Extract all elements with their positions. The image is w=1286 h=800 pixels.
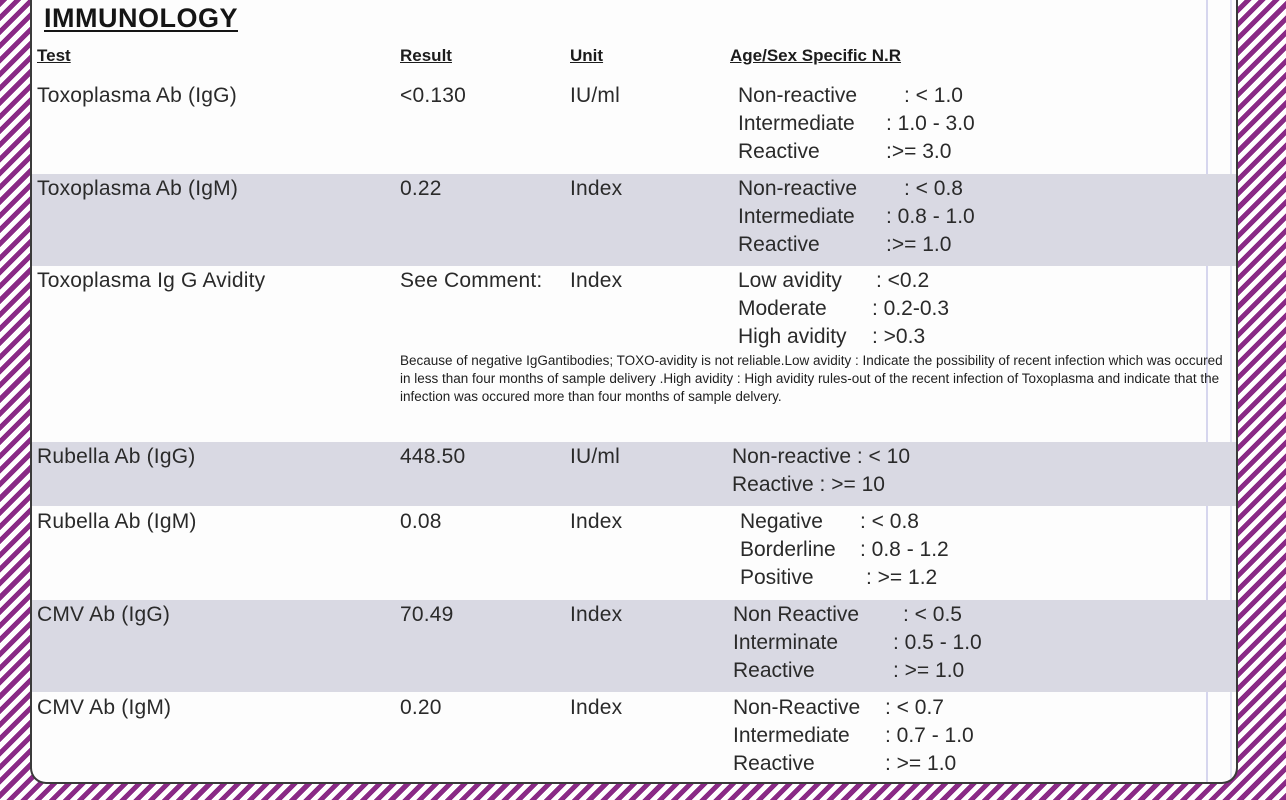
range-value: : >= 1.0 (893, 659, 965, 682)
test-name: CMV Ab (IgM) (37, 696, 172, 719)
range-label: Non-Reactive (733, 696, 861, 719)
test-unit: Index (570, 269, 623, 292)
range-label: Reactive (738, 233, 820, 256)
test-unit: Index (570, 603, 623, 626)
range-value: : >0.3 (872, 325, 926, 348)
range-value: :>= 3.0 (886, 140, 952, 163)
range-label: Low avidity (738, 269, 842, 292)
test-result: <0.130 (400, 84, 467, 107)
range-line (740, 566, 1180, 594)
range-label: Reactive (733, 659, 815, 682)
range-line (732, 473, 1172, 501)
range-value: : < 0.5 (903, 603, 962, 626)
header-test: Test (37, 46, 71, 65)
range-line (738, 297, 1178, 325)
test-name: Toxoplasma Ab (IgG) (37, 84, 237, 107)
range-line (733, 603, 1173, 631)
range-value: : 0.5 - 1.0 (893, 631, 982, 654)
range-value: : 0.2-0.3 (872, 297, 950, 320)
range-line (733, 696, 1173, 724)
range-label: Interminate (733, 631, 839, 654)
range-label: Non-reactive (738, 177, 858, 200)
range-label: High avidity (738, 325, 847, 348)
test-result: See Comment: (400, 269, 543, 292)
range-value: : 1.0 - 3.0 (886, 112, 975, 135)
range-line (738, 205, 1178, 233)
range-line (740, 538, 1180, 566)
range-line (733, 659, 1173, 687)
table-row (32, 600, 1238, 692)
header-range: Age/Sex Specific N.R (730, 46, 902, 65)
range-line (733, 631, 1173, 659)
range-value: : <0.2 (876, 269, 930, 292)
table-row (32, 506, 1238, 600)
avidity-comment: Because of negative IgGantibodies; TOXO-avidity is not reliable.Low avidity : Indicate the possibility of recent infection which was occured in less than four months of sample delivery .High avidity : High avidity rules-out of the recent infection of Toxoplasma and indicate that the infection was occured more than four months of sample delvery. (400, 353, 1223, 404)
range-label: Moderate (738, 297, 827, 320)
table-row (32, 692, 1238, 784)
test-unit: IU/ml (570, 445, 620, 468)
range-line (733, 752, 1173, 780)
table-row (32, 80, 1238, 174)
range-label: Negative (740, 510, 823, 533)
test-unit: IU/ml (570, 84, 620, 107)
test-result: 70.49 (400, 603, 454, 626)
range-value: : 0.7 - 1.0 (885, 724, 974, 747)
range-label: Reactive (733, 752, 815, 775)
range-value: : < 0.8 (860, 510, 919, 533)
test-name: Rubella Ab (IgG) (37, 445, 196, 468)
range-value: : 0.8 - 1.0 (886, 205, 975, 228)
header-unit: Unit (570, 46, 604, 65)
range-line (738, 325, 1178, 353)
range-value: :>= 1.0 (886, 233, 952, 256)
range-label: Intermediate (733, 724, 850, 747)
range-value: : >= 1.0 (885, 752, 957, 775)
range-line (733, 724, 1173, 752)
range-line (740, 510, 1180, 538)
range-label: Reactive : >= 10 (732, 473, 885, 496)
test-result: 0.08 (400, 510, 442, 533)
test-result: 0.22 (400, 177, 442, 200)
range-value: : < 1.0 (904, 84, 963, 107)
test-result: 0.20 (400, 696, 442, 719)
range-label: Non Reactive (733, 603, 860, 626)
test-name: Rubella Ab (IgM) (37, 510, 197, 533)
range-line (738, 177, 1178, 205)
header-result: Result (400, 46, 452, 65)
range-label: Reactive (738, 140, 820, 163)
test-unit: Index (570, 696, 623, 719)
range-line (738, 269, 1178, 297)
test-unit: Index (570, 510, 623, 533)
range-value: : 0.8 - 1.2 (860, 538, 949, 561)
section-title: IMMUNOLOGY (44, 3, 238, 33)
range-label: Intermediate (738, 205, 855, 228)
range-line (738, 84, 1178, 112)
report-sheet (30, 0, 1238, 784)
range-label: Non-reactive (738, 84, 858, 107)
test-result: 448.50 (400, 445, 466, 468)
range-label: Non-reactive : < 10 (732, 445, 911, 468)
range-line (738, 140, 1178, 168)
range-label: Intermediate (738, 112, 855, 135)
range-label: Borderline (740, 538, 836, 561)
range-line (732, 445, 1172, 473)
test-name: Toxoplasma Ig G Avidity (37, 269, 266, 292)
test-unit: Index (570, 177, 623, 200)
test-name: CMV Ab (IgG) (37, 603, 171, 626)
table-row (32, 442, 1238, 506)
range-label: Positive (740, 566, 814, 589)
test-name: Toxoplasma Ab (IgM) (37, 177, 239, 200)
range-value: : < 0.7 (885, 696, 944, 719)
table-row (32, 174, 1238, 266)
range-value: : >= 1.2 (866, 566, 938, 589)
table-row (32, 266, 1238, 442)
range-line (738, 233, 1178, 261)
range-value: : < 0.8 (904, 177, 963, 200)
range-line (738, 112, 1178, 140)
